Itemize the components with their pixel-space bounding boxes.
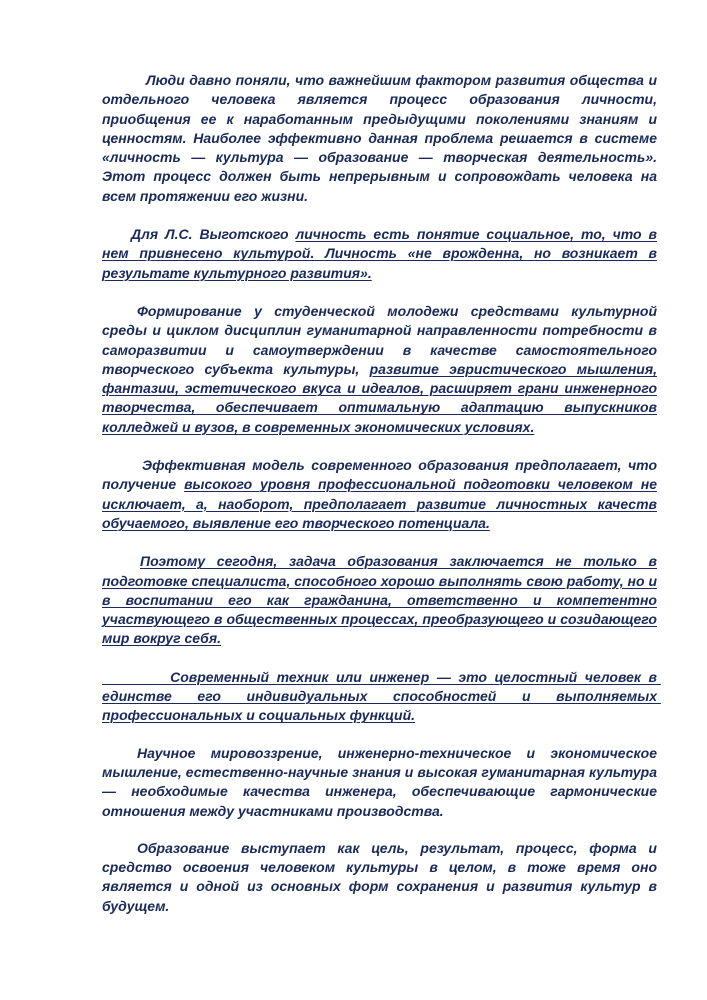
underlined-text: высокого уровня профессиональной подготовки человеком не исключает, а, наоборот, предполагает развитие личностных качеств обучаемого, выявление его творческого потенциала.: [102, 476, 658, 531]
paragraph-5: [102, 552, 657, 648]
paragraph-4: [102, 456, 657, 533]
paragraph-2: [102, 225, 657, 283]
paragraph-8: [102, 839, 657, 916]
underlined-text: Поэтому сегодня, задача образования заключается не только в подготовке специалиста, способного хорошо выполнять свою работу, но и в воспитании его как гражданина, ответственно и компетентно участвующего в общественных процессах, преобразующего и созидающего мир вокруг себя.: [102, 553, 657, 647]
paragraph-6: [102, 668, 661, 726]
underlined-text: развитие эвристического мышления, фантазии, эстетического вкуса и идеалов, расширяет грани инженерного творчества, обеспечивает оптимальную адаптацию выпускников колледжей и вузов, в современных экономических условиях.: [102, 360, 657, 435]
body-text: Для Л.С. Выготского: [131, 226, 296, 243]
underlined-text: Современный техник или инженер — это целостный человек в единстве его индивидуальных способностей и выполняемых профессиональных и социальных функций.: [102, 668, 661, 724]
paragraph-3: [102, 302, 657, 437]
body-text: Эффективная модель современного образования предполагает, что получение: [102, 457, 657, 493]
underlined-text: личность есть понятие социальное, то, что в нем привнесено культурой. Личность «не врожденна, но возникает в результате культурного развития».: [102, 226, 657, 281]
body-text: Формирование у студенческой молодежи средствами культурной среды и циклом дисциплин гуманитарной направленности потребности в саморазвитии и самоутверждении в качестве самостоятельного творческого субъекта культуры,: [102, 302, 657, 377]
paragraph-1: [102, 71, 657, 206]
body-text: Научное мировоззрение, инженерно-техническое и экономическое мышление, естественно-научные знания и высокая гуманитарная культура — необходимые качества инженера, обеспечивающие гармонические отношения между участниками производства.: [102, 744, 657, 819]
paragraph-7: [102, 744, 657, 821]
body-text: Образование выступает как цель, результат, процесс, форма и средство освоения человеком культуры в целом, в тоже время оно является и одной из основных форм сохранения и развития культур в будущем.: [102, 839, 657, 914]
body-text: Люди давно поняли, что важнейшим фактором развития общества и отдельного человека является процесс образования личности, приобщения ее к наработанным предыдущими поколениями знаниям и ценностям. Наиболее эффективно данная проблема решается в системе «личность — культура — образование — творческая деятельность». Этот процесс должен быть непрерывным и сопровождать человека на всем протяжении его жизни.: [102, 72, 657, 204]
